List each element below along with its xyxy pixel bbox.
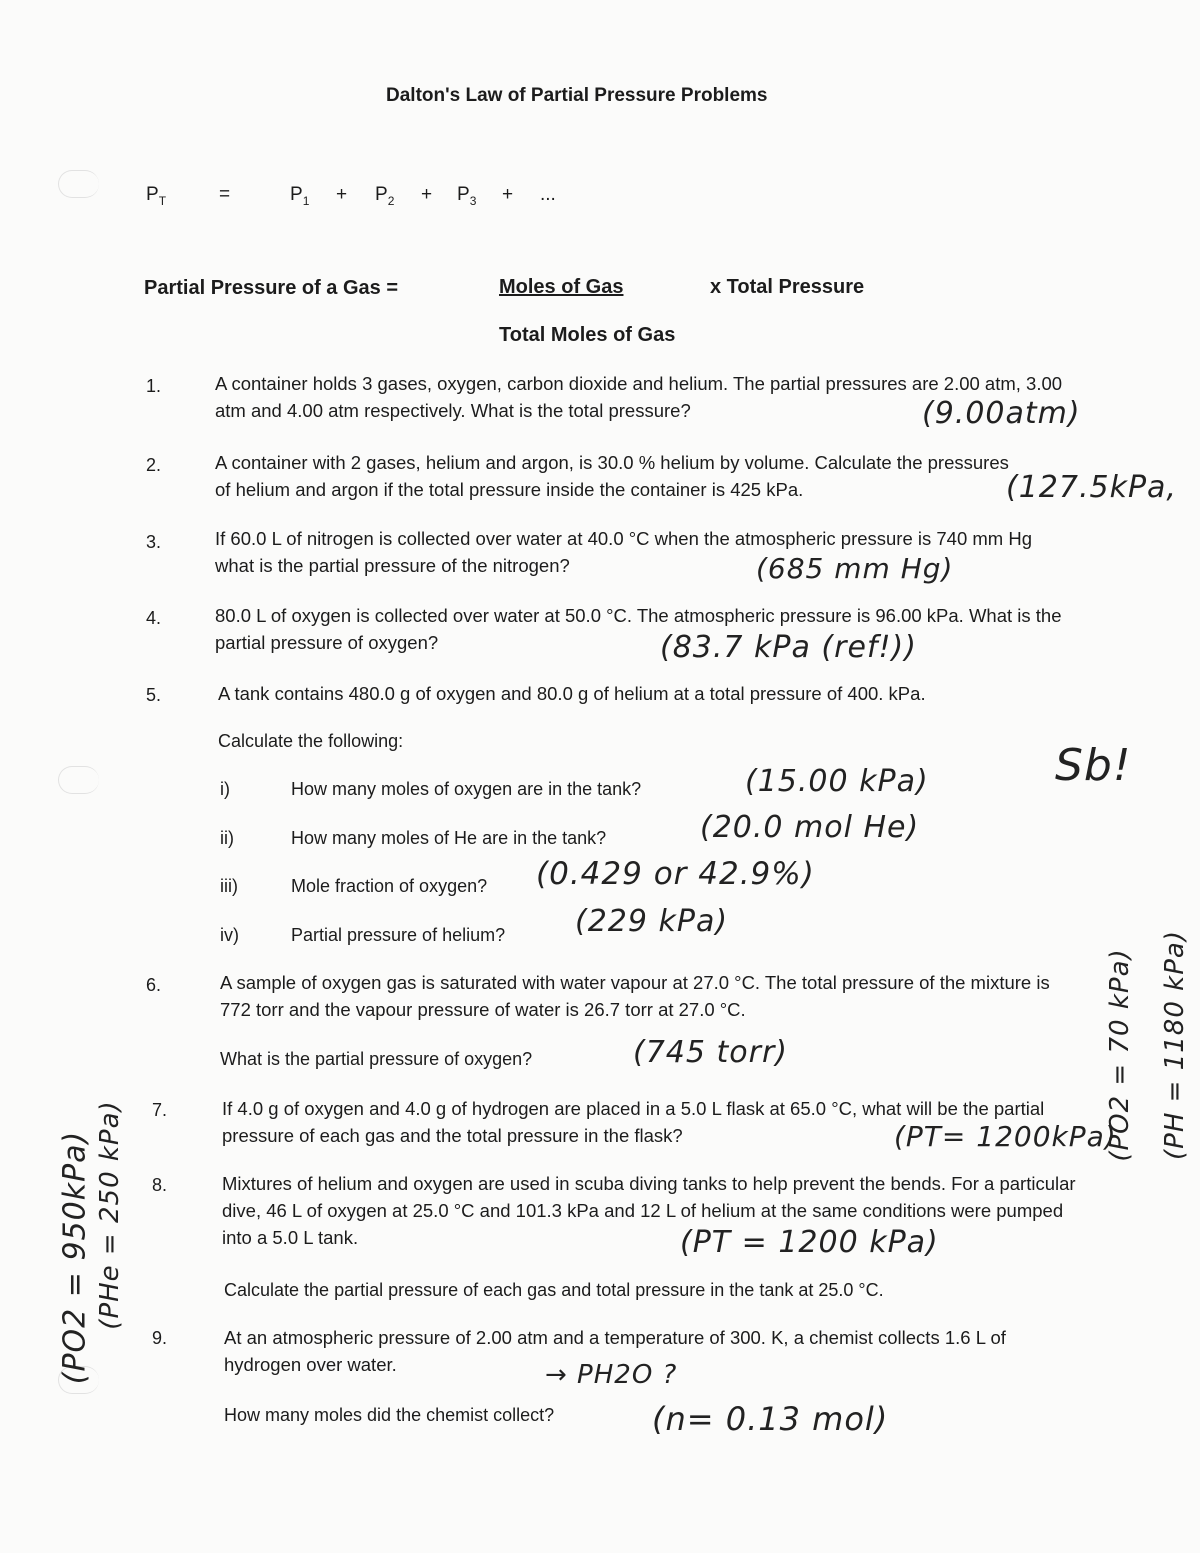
sub-question: Partial pressure of helium? (291, 925, 506, 945)
formula-term-2: $P_2$ (375, 184, 395, 208)
formula-lhs: $P_T$ (146, 184, 167, 208)
margin-note: (PHe = 250 kPa) (95, 1100, 125, 1330)
question-text: If 4.0 g of oxygen and 4.0 g of hydrogen are placed in a 5.0 L flask at 65.0 °C, what will be the partial pressure of each gas and the total pressure in the flask? (222, 1098, 1045, 1146)
question-text: A sample of oxygen gas is saturated with water vapour at 27.0 °C. The total pressure of the mixture is 772 torr and the vapour pressure of water is 26.7 torr at 27.0 °C. (220, 972, 1050, 1020)
sub-number: i) (220, 779, 230, 799)
question-ask: How many moles did the chemist collect? (224, 1405, 555, 1425)
question-number: 6. (146, 975, 162, 995)
question-text: If 60.0 L of nitrogen is collected over water at 40.0 °C when the atmospheric pressure is 740 mm Hg what is the partial pressure of the nitrogen? (215, 528, 1033, 576)
question-text: Mixtures of helium and oxygen are used in scuba diving tanks to help prevent the bends. For a particular dive, 46 L of oxygen at 25.0 °C and 101.3 kPa and 12 L of helium at the same conditions were pumped into a 5.0 L tank. (222, 1173, 1076, 1248)
question-text: At an atmospheric pressure of 2.00 atm and a temperature of 300. K, a chemist collects 1.6 L of hydrogen over water. (224, 1327, 1006, 1375)
question-number: 1. (146, 376, 162, 396)
calculate-label: Calculate the following: (218, 731, 404, 751)
handwritten-answer: (PT = 1200 kPa) (680, 1225, 939, 1260)
question-text: A container holds 3 gases, oxygen, carbon dioxide and helium. The partial pressures are 2.00 atm, 3.00 atm and 4.00 atm respectively. What is the total pressure? (215, 373, 1063, 421)
formula-plus-3: + (502, 184, 514, 205)
sub-question: How many moles of oxygen are in the tank? (291, 779, 642, 799)
sub-number: iv) (220, 925, 239, 945)
question-text: A tank contains 480.0 g of oxygen and 80.0 g of helium at a total pressure of 400. kPa. (218, 683, 926, 704)
sub-question: Mole fraction of oxygen? (291, 876, 488, 896)
question-number: 3. (146, 532, 162, 552)
question-number: 9. (152, 1328, 168, 1348)
handwritten-answer: (20.0 mol He) (700, 810, 920, 845)
handwritten-answer: (15.00 kPa) (745, 764, 929, 799)
handwritten-answer: (83.7 kPa (ref!)) (660, 630, 917, 665)
punch-hole (58, 170, 99, 198)
page-title: Dalton's Law of Partial Pressure Problems (386, 85, 768, 106)
formula-ellipsis: ... (540, 184, 556, 205)
formula-equals: = (219, 184, 231, 205)
formula-term-3: $P_3$ (457, 184, 477, 208)
handwritten-answer: (127.5kPa, (1006, 470, 1177, 505)
punch-hole (58, 766, 99, 794)
question-text: 80.0 L of oxygen is collected over water at 50.0 °C. The atmospheric pressure is 96.00 kPa. What is the partial pressure of oxygen? (215, 605, 1062, 653)
margin-note: (PO2 = 950kPa) (57, 1130, 93, 1385)
sub-number: iii) (220, 876, 238, 896)
handwritten-answer: (745 torr) (633, 1035, 788, 1070)
question-number: 7. (152, 1100, 168, 1120)
handwritten-answer: (229 kPa) (575, 904, 729, 939)
sub-question: How many moles of He are in the tank? (291, 828, 607, 848)
partial-times: x Total Pressure (710, 276, 865, 298)
formula-plus-1: + (336, 184, 348, 205)
question-ask: What is the partial pressure of oxygen? (220, 1049, 533, 1069)
partial-numerator: Moles of Gas (499, 276, 624, 298)
handwritten-note: → PH2O ? (545, 1360, 678, 1390)
formula-term-1: $P_1$ (290, 184, 310, 208)
handwritten-note: Sb! (1055, 740, 1132, 791)
sub-number: ii) (220, 828, 234, 848)
handwritten-answer: (PT= 1200kPa) (894, 1120, 1117, 1153)
handwritten-answer: (0.429 or 42.9%) (536, 856, 815, 892)
partial-denominator: Total Moles of Gas (499, 324, 676, 346)
question-number: 5. (146, 685, 162, 705)
formula-plus-2: + (421, 184, 433, 205)
handwritten-answer: (9.00atm) (922, 396, 1081, 431)
handwritten-answer: (n= 0.13 mol) (652, 1400, 889, 1438)
handwritten-answer: (685 mm Hg) (756, 552, 954, 585)
question-text: A container with 2 gases, helium and argon, is 30.0 % helium by volume. Calculate the pressures of helium and argon if the total pressure inside the container is 425 kPa. (215, 452, 1009, 500)
partial-label: Partial Pressure of a Gas = (144, 277, 399, 299)
question-number: 4. (146, 608, 162, 628)
question-ask: Calculate the partial pressure of each gas and total pressure in the tank at 25.0 °C. (224, 1280, 884, 1300)
margin-note: (PO2 = 70 kPa) (1105, 948, 1135, 1162)
question-number: 2. (146, 455, 162, 475)
margin-note: (PH = 1180 kPa) (1160, 930, 1190, 1160)
question-number: 8. (152, 1175, 168, 1195)
